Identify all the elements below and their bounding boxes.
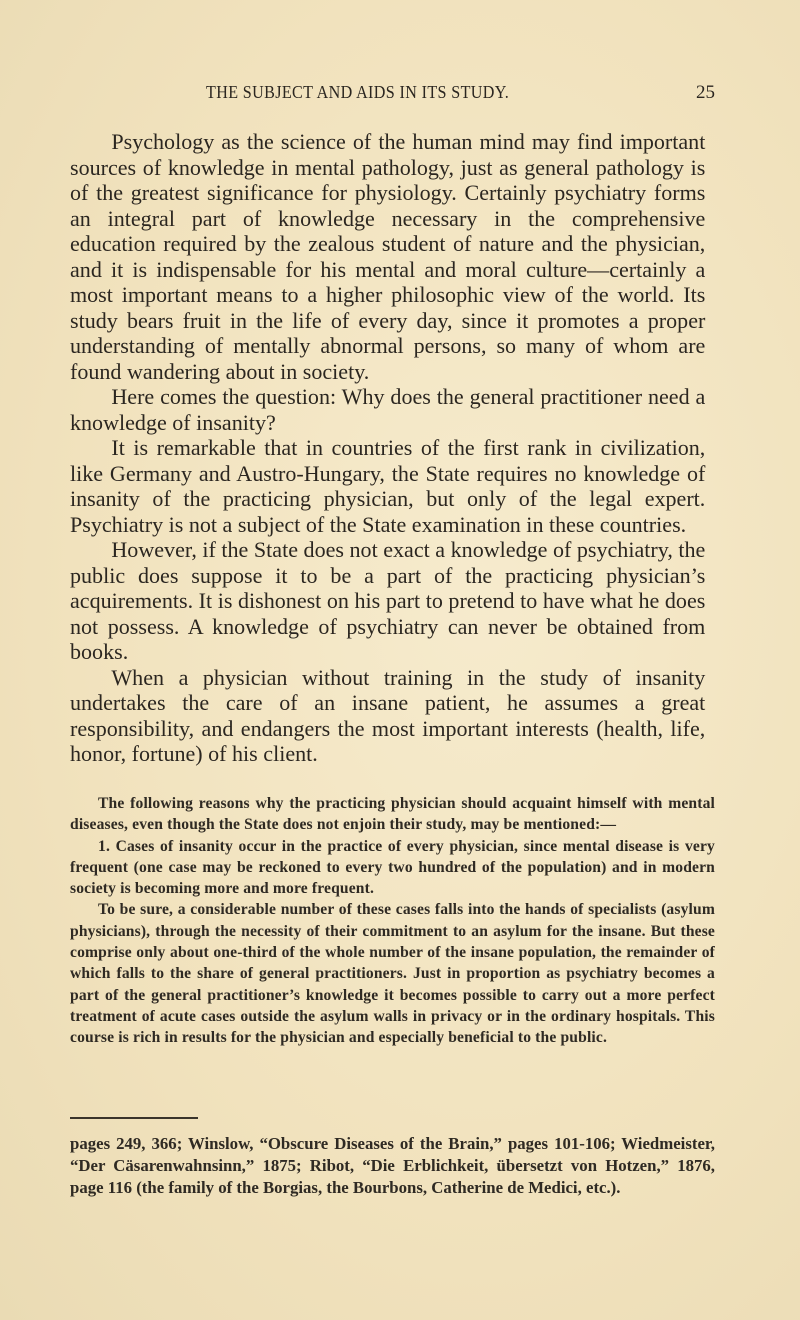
main-text (70, 129, 715, 767)
small-paragraph-reasons: The following reasons why the practicing physician should acquaint himself with mental diseases, even though the State does not enjoin their study, may be mentioned:— (70, 795, 715, 834)
footnote-text: pages 249, 366; Winslow, “Obscure Diseases of the Brain,” pages 101-106; Wiedmeister, “Der Cäsarenwahnsinn,” 1875; Ribot, “Die Erblichkeit, übersetzt von Hotzen,” 1876, page 116 (the family of the Borgias, the Bourbons, Catherine de Medici, etc.). (70, 1134, 715, 1197)
small-paragraph-reason-1: 1. Cases of insanity occur in the practice of every physician, since mental disease is very frequent (one case may be reckoned to every two hundred of the population) and in modern society is becoming more and more frequent. (70, 837, 715, 898)
page-number: 25 (696, 82, 715, 103)
running-head (70, 82, 715, 108)
footnote-divider (70, 1117, 198, 1119)
paragraph-question: Here comes the question: Why does the general practitioner need a knowledge of insanity? (70, 384, 706, 435)
paragraph-psychology: Psychology as the science of the human mind may find important sources of knowledge in mental pathology, just as general pathology is of the greatest significance for physiology. Certainly psychiatry forms an integral part of knowledge necessary in the comprehensive education required by the zealous student of nature and the physician, and it is indispensable for his mental and moral culture—certainly a most important means to a higher philosophic view of the world. Its study bears fruit in the life of every day, since it promotes a proper understanding of mentally abnormal persons, so many of whom are found wandering about in society. (70, 129, 706, 384)
footnote (70, 1133, 715, 1199)
running-title: THE SUBJECT AND AIDS IN ITS STUDY. (206, 82, 510, 102)
paragraph-however: However, if the State does not exact a knowledge of psychiatry, the public does suppose it to be a part of the practicing physician’s acquirements. It is dishonest on his part to pretend to have what he does not possess. A knowledge of psychiatry can never be obtained from books. (70, 537, 706, 664)
paragraph-remarkable: It is remarkable that in countries of the first rank in civilization, like Germany and Austro-Hungary, the State requires no knowledge of insanity of the practicing physician, but only of the legal expert. Psychiatry is not a subject of the State examination in these countries. (70, 435, 706, 537)
small-print-section (70, 793, 715, 1049)
small-paragraph-specialists: To be sure, a considerable number of these cases falls into the hands of specialists (asylum physicians), through the necessity of their commitment to an asylum for the insane. But these comprise only about one-third of the whole number of the insane population, the remainder of which falls to the share of general practitioners. Just in proportion as psychiatry becomes a part of the general practitioner’s knowledge it becomes possible to carry out a more perfect treatment of acute cases outside the asylum walls in privacy or in the ordinary hospitals. This course is rich in results for the physician and especially beneficial to the public. (70, 901, 715, 1047)
paragraph-responsibility: When a physician without training in the study of insanity undertakes the care of an insane patient, he assumes a great responsibility, and endangers the most important interests (health, life, honor, fortune) of his client. (70, 664, 706, 766)
